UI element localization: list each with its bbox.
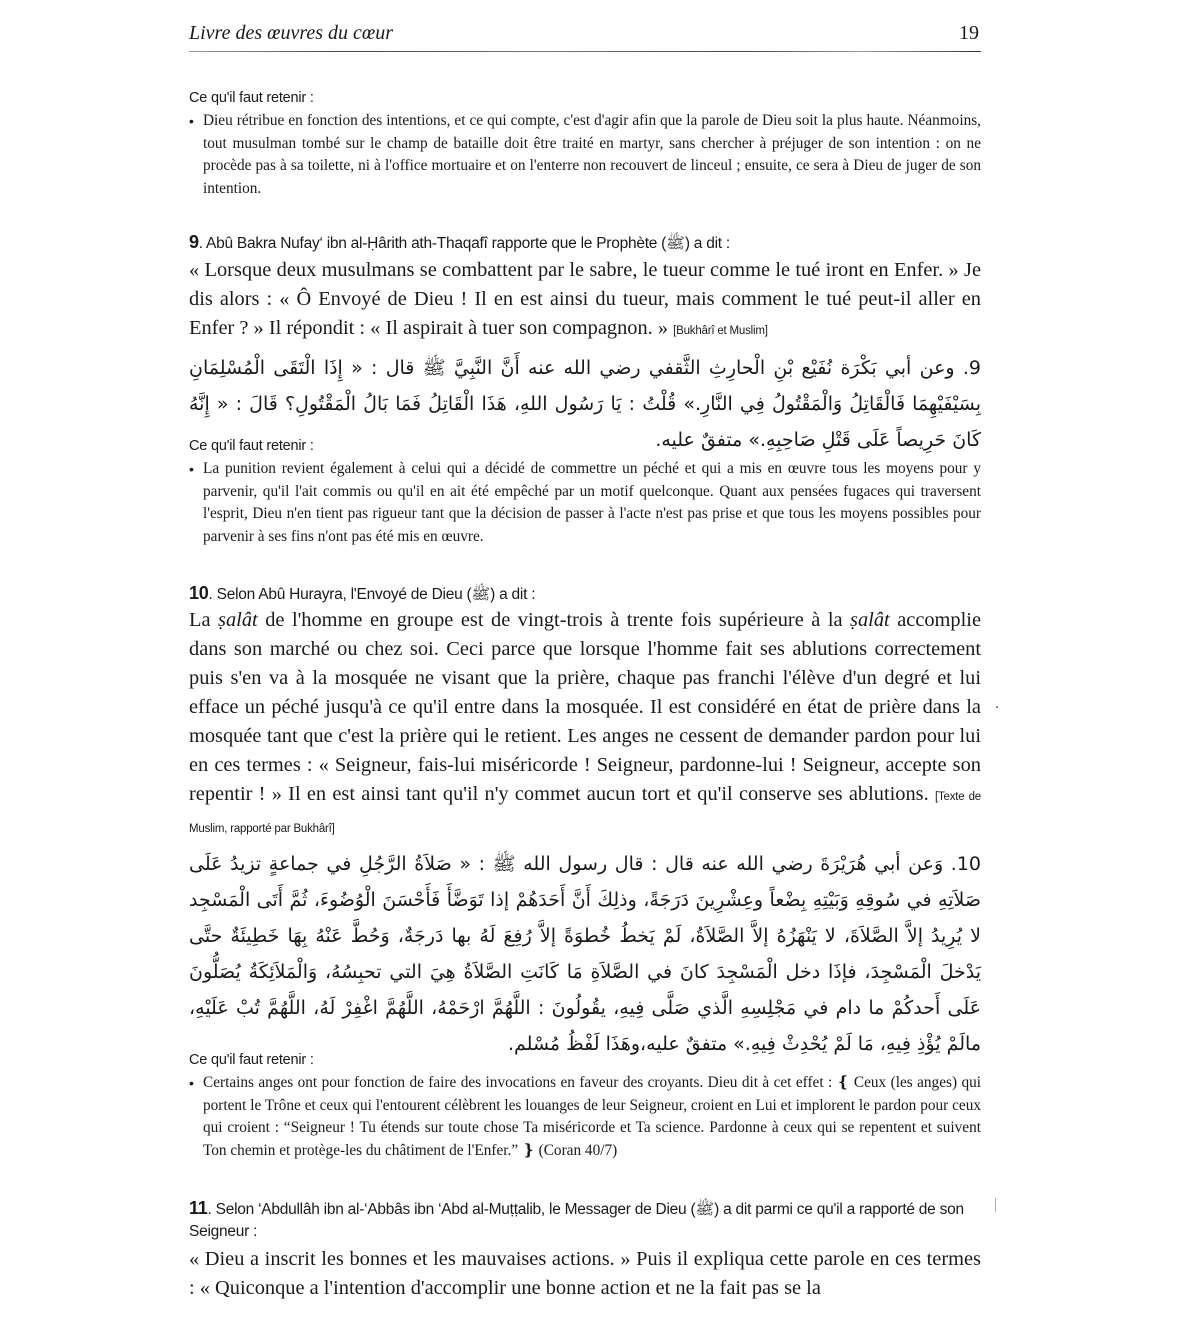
hadith-11-text [189, 1245, 981, 1303]
running-header [189, 20, 981, 52]
hadith-intro: . Selon Abû Hurayra, l'Envoyé de Dieu (ﷺ) a dit : [208, 586, 536, 603]
hadith-translation-part: de l'homme en groupe est de vingt-trois à trente fois supérieure à la [257, 609, 851, 631]
term-salat: ṣalât [850, 609, 890, 631]
hadith-9-text [189, 256, 981, 346]
hadith-number: 9 [189, 232, 199, 252]
hadith-translation: « Lorsque deux musulmans se combattent par le sabre, le tueur comme le tué iront en Enfer. » Je dis alors : « Ô Envoyé de Dieu ! Il en est ainsi du tueur, mais comment le tué peut-il aller en Enfer ? » Il répondit : « Il aspirait à tuer son compagnon. » [189, 259, 981, 339]
hadith-number: 11 [189, 1198, 208, 1218]
book-title: Livre des œuvres du cœur [189, 22, 394, 44]
scan-speck [996, 706, 998, 708]
retain-bullet [189, 1072, 981, 1162]
hadith-11-heading [189, 1197, 981, 1243]
retain-block-9 [189, 438, 981, 548]
hadith-translation-part: La [189, 609, 219, 631]
bullet-icon: • [189, 113, 194, 129]
bullet-icon: • [189, 1075, 194, 1091]
retain-text: La punition revient également à celui qui a décidé de commettre un péché et qui a mis en œuvre tous les moyens pour y parvenir, qu'il l'ait commis ou qu'il en ait été empêché par un motif quelconque. Quant aux pensées fugaces qui traversent l'esprit, Dieu n'en tient pas rigueur tant que la décision de passer à l'acte n'est pas prise et que tous les moyens possibles pour parvenir à ses fins n'ont pas été mis en œuvre. [203, 460, 981, 545]
bullet-icon: • [189, 461, 194, 477]
hadith-10-heading [189, 582, 981, 606]
hadith-source: [Bukhârî et Muslim] [673, 325, 768, 337]
scan-speck [995, 1198, 996, 1212]
retain-bullet [189, 458, 981, 548]
hadith-intro: . Abû Bakra Nufay‘ ibn al-Ḥârith ath-Thaqafî rapporte que le Prophète (ﷺ) a dit : [198, 235, 730, 252]
retain-bullet [189, 110, 981, 200]
hadith-translation-part: accomplie dans son marché ou chez soi. Ceci parce que lorsque l'homme fait ses ablutions correctement puis s'en va à la mosquée ne visant que la prière, chaque pas franchi l'élève d'un degré et lui efface un péché jusqu'à ce qu'il entre dans la mosquée. Il est considéré en état de prière dans la mosquée tant que c'est la prière qui le retient. Les anges ne cessent de demander pardon pour lui en ces termes : « Seigneur, fais-lui miséricorde ! Seigneur, pardonne-lui ! Seigneur, accepte son repentir ! » Il en est ainsi tant qu'il n'y commet aucun tort et qu'il conserve ses ablutions. [189, 609, 981, 805]
retain-text: Dieu rétribue en fonction des intentions, et ce qui compte, c'est d'agir afin que la parole de Dieu soit la plus haute. Néanmoins, tout musulman tombé sur le champ de bataille doit être traité en martyr, sans chercher à préjuger de son intention : on ne procède pas à sa toilette, ni à l'office mortuaire et on l'enterre non recouvert de linceul ; ensuite, ce sera à Dieu de juger de son intention. [203, 112, 981, 197]
hadith-source: [Texte de Muslim, rapporté par Bukhârî] [189, 791, 981, 835]
hadith-translation: « Dieu a inscrit les bonnes et les mauvaises actions. » Puis il expliqua cette parole en ces termes : « Quiconque a l'intention d'accomplir une bonne action et ne la fait pas se la [189, 1248, 981, 1299]
retain-label: Ce qu'il faut retenir : [189, 1052, 314, 1068]
retain-block-10 [189, 1052, 981, 1162]
hadith-10-arabic: 10. وَعن أبي هُرَيْرَةَ رضي الله عنه قال : قال رسول الله ﷺ : « صَلاَةُ الرَّجُلِ في جماعةٍ تزيدُ عَلَى صَلاَتِهِ في سُوقِهِ وَبَيْتِهِ بِضْعاً وعِشْرِينَ دَرَجَةً، وذلِكَ أَنَّ أَحَدَهُمْ إذا تَوَضَّأَ فَأَحْسَنَ الْوُضُوءَ، ثُمَّ أَتَى الْمَسْجِد لا يُرِيدُ إلاَّ الصَّلاَةَ، لا يَنْهَزُهُ إلاَّ الصَّلاَةُ، لَمْ يَخطُ خُطوَةً إلاَّ رُفِعَ لَهُ بها دَرجَةٌ، وَحُطَّ عَنْهُ بِهَا خَطِيئَةٌ حتَّى يَدْخلَ الْمَسْجِدَ، فإذَا دخل الْمَسْجِدَ كانَ في الصَّلاَةِ مَا كَانَتِ الصَّلاَةُ هِيَ التي تحبِسُهُ، وَالْمَلاَئِكَةُ يُصَلُّونَ عَلَى أَحدكُمْ ما دام في مَجْلِسِهِ الَّذي صَلَّى فِيهِ، يقُولُونَ : اللَّهُمَّ ارْحَمْهُ، اللَّهُمَّ اغْفِرْ لَهُ، اللَّهُمَّ تُبْ عَلَيْهِ، مالَمْ يُؤْذِ فِيهِ، مَا لَمْ يُحْدِثْ فِيهِ.» متفقٌ عليه،وهَذَا لَفْظُ مُسْلم. [189, 853, 981, 1055]
header-rule [189, 51, 981, 52]
hadith-10-text [189, 606, 981, 844]
hadith-9-heading [189, 231, 981, 255]
page-number: 19 [959, 22, 979, 44]
retain-block-8 [189, 90, 981, 200]
hadith-number: 10 [189, 583, 209, 603]
hadith-intro: . Selon ‘Abdullâh ibn al-‘Abbâs ibn ‘Abd al-Muṭṭalib, le Messager de Dieu (ﷺ) a dit parmi ce qu'il a rapporté de son Seigneur : [189, 1201, 964, 1240]
retain-label: Ce qu'il faut retenir : [189, 90, 314, 106]
retain-text: Certains anges ont pour fonction de faire des invocations en faveur des croyants. Dieu dit à cet effet : ❴ Ceux (les anges) qui portent le Trône et ceux qui l'entourent célèbrent les louanges de leur Seigneur, croient en Lui et implorent le pardon pour ceux qui croient : “Seigneur ! Tu étends sur toute chose Ta miséricorde et Ta science. Pardonne à ceux qui se repentent et suivent Ton chemin et protège-les du châtiment de l'Enfer.” ❵ (Coran 40/7) [203, 1074, 981, 1159]
retain-label: Ce qu'il faut retenir : [189, 438, 314, 454]
hadith-9-arabic: 9. وعن أبي بَكْرَة نُفَيْع بْنِ الْحارِثِ الثَّقفي رضي الله عنه أَنَّ النَّبِيَّ ﷺ قال : « إِذَا الْتَقَى الْمُسْلِمَانِ بِسَيْفَيْهِمَا فَالْقَاتِلُ وَالْمَقْتُولُ فِي النَّارِ.» قُلْتُ : يَا رَسُول اللهِ، هَذَا الْقَاتِلُ فَمَا بَالُ الْمَقْتُولِ؟ قَالَ : « إِنَّهُ كَانَ حَرِيصاً عَلَى قَتْلِ صَاحِبِهِ.» متفقٌ عليه. [189, 357, 981, 451]
term-salat: ṣalât [218, 609, 258, 631]
